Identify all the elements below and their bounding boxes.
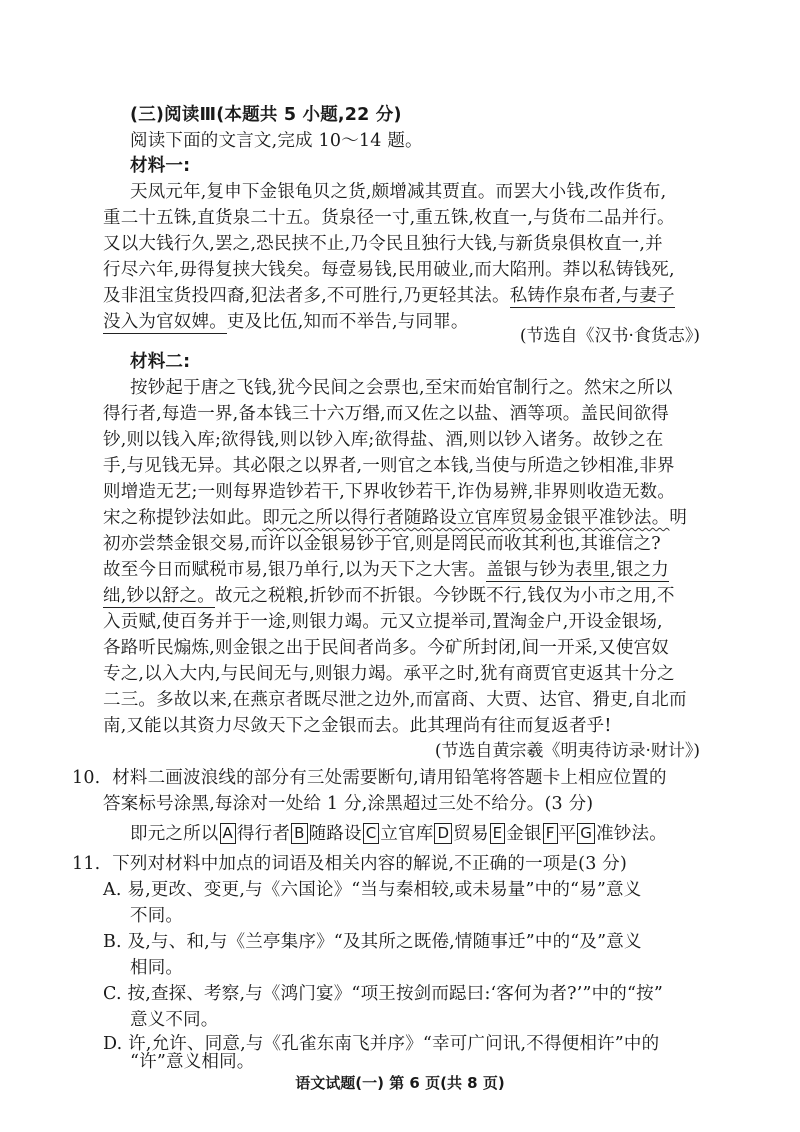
material-2-source: (节选自黄宗羲《明夷待访录·财计》) (434, 741, 700, 761)
break-option-e[interactable]: E (490, 823, 506, 844)
material-2-label: 材料二: (130, 352, 191, 372)
material-2-line: 南,又能以其资力尽敛天下之金银而去。此其理尚有往而复返者乎! (103, 716, 612, 736)
option-a-cont: 不同。 (130, 906, 184, 926)
sentence-part: 平 (558, 824, 577, 844)
sentence-part: 贸易 (453, 824, 489, 844)
sentence-part: 随路设 (308, 824, 362, 844)
material-2-line: 初亦尝禁金银交易,而许以金银易钞于官,则是罔民而收其利也,其谁信之? (103, 534, 661, 554)
material-2-line: 则增造无艺;一则每界造钞若干,下界收钞若干,诈伪易辨,非界则收造无数。 (103, 482, 676, 502)
break-option-b[interactable]: B (291, 823, 308, 844)
text-span: 及非沮宝货投四裔,犯法者多,不可胜行,乃更轻其法。 (103, 286, 510, 306)
material-2-line: 入贡赋,使百务并于一途,则银力竭。元又立提举司,置淘金户,开设金银场, (103, 612, 663, 632)
material-2-line: 各路听民煽炼,则金银之出于民间者尚多。今矿所封闭,间一开采,又使宫奴 (103, 638, 669, 658)
option-a[interactable]: A. 易,更改、变更,与《六国论》“当与秦相较,或未易量”中的“易”意义 (103, 880, 642, 900)
question-text: 下列对材料中加点的词语及相关内容的解说,不正确的一项是(3 分) (112, 854, 628, 874)
material-1-line: 行尽六年,毋得复挟大钱矣。每壹易钱,民用破业,而大陷刑。莽以私铸钱死, (103, 260, 675, 280)
option-b[interactable]: B. 及,与、和,与《兰亭集序》“及其所之既倦,情随事迁”中的“及”意义 (103, 932, 642, 952)
material-2-line: 钞,则以钱入库;欲得钱,则以钞入库;欲得盐、酒,则以钞入诸务。故钞之在 (103, 430, 664, 450)
question-11-stem (72, 852, 627, 876)
material-2-line: 按钞起于唐之飞钱,犹今民间之会票也,至宋而始官制行之。然宋之所以 (130, 378, 673, 398)
question-10-stem-cont: 答案标号涂黑,每涂对一处给 1 分,涂黑超过三处不给分。(3 分) (103, 794, 594, 814)
underlined-sentence: 盖银与钞为表里,银之力 (486, 560, 669, 580)
question-10-stem (72, 766, 667, 790)
option-d-cont: “许”意义相同。 (130, 1052, 255, 1072)
material-1-line (103, 310, 469, 334)
material-2-line (103, 506, 687, 530)
underlined-sentence: 绌,钞以舒之。 (103, 586, 215, 606)
question-number: 10. (72, 768, 101, 788)
text-span: 故至今日而赋税市易,银乃单行,以为天下之大害。 (103, 560, 487, 580)
page-footer: 语文试题(一) 第 6 页(共 8 页) (295, 1074, 505, 1092)
material-2-line: 二三。多故以来,在燕京者既尽泄之边外,而富商、大贾、达官、猾吏,自北而 (103, 690, 687, 710)
sentence-part: 金银 (506, 824, 542, 844)
sentence-part: 准钞法。 (596, 824, 667, 844)
question-10-sentence (130, 822, 667, 846)
material-1-source: (节选自《汉书·食货志》) (519, 326, 700, 346)
material-1-line: 又以大钱行久,罢之,恐民挟不止,乃令民且独行大钱,与新货泉俱枚直一,并 (103, 234, 663, 254)
material-2-line: 专之,以入大内,与民间无与,则银力竭。承平之时,犹有商贾官吏返其十分之 (103, 664, 675, 684)
material-2-line (103, 558, 669, 582)
text-span: 吏及比伍,知而不举告,与同罪。 (226, 312, 469, 332)
section-title: (三)阅读Ⅲ(本题共 5 小题,22 分) (130, 105, 402, 125)
material-2-line: 手,与见钱无异。其必限之以界者,一则官之本钱,当使与所造之钞相准,非界 (103, 456, 675, 476)
material-2-line (103, 584, 675, 608)
sentence-part: 即元之所以 (130, 824, 219, 844)
break-option-d[interactable]: D (434, 823, 452, 844)
reading-instruction: 阅读下面的文言文,完成 10～14 题。 (130, 131, 423, 151)
question-text: 材料二画波浪线的部分有三处需要断句,请用铅笔将答题卡上相应位置的 (112, 768, 667, 788)
break-option-a[interactable]: A (220, 823, 236, 844)
break-option-f[interactable]: F (543, 823, 558, 844)
option-b-cont: 相同。 (130, 958, 184, 978)
option-c[interactable]: C. 按,查探、考察,与《鸿门宴》“项王按剑而跽曰:‘客何为者?’”中的“按” (103, 984, 664, 1004)
option-d[interactable]: D. 许,允许、同意,与《孔雀东南飞并序》“幸可广问讯,不得便相许”中的 (103, 1034, 660, 1054)
text-span: 故元之税粮,折钞而不折银。今钞既不行,钱仅为小市之用,不 (214, 586, 675, 606)
underlined-sentence: 私铸作泉布者,与妻子 (509, 286, 675, 306)
question-number: 11. (72, 854, 101, 874)
break-option-c[interactable]: C (363, 823, 380, 844)
break-option-g[interactable]: G (577, 823, 595, 844)
material-1-line: 天凤元年,复申下金银龟贝之货,颇增减其贾直。而罢大小钱,改作货布, (130, 182, 667, 202)
sentence-part: 得行者 (236, 824, 291, 844)
underlined-sentence: 没入为官奴婢。 (103, 312, 227, 332)
text-span: 宋之称提钞法如此。 (103, 508, 263, 528)
sentence-part: 立官库 (380, 824, 434, 844)
material-1-label: 材料一: (130, 156, 191, 176)
material-1-line: 重二十五铢,直货泉二十五。货泉径一寸,重五铢,枚直一,与货布二品并行。 (103, 208, 675, 228)
wavy-underlined-sentence: 即元之所以得行者随路设立官库贸易金银平准钞法。 (262, 508, 670, 528)
text-span: 明 (669, 508, 688, 528)
material-2-line: 得行者,每造一界,备本钱三十六万缗,而又佐之以盐、酒等项。盖民间欲得 (103, 404, 669, 424)
option-c-cont: 意义不同。 (130, 1010, 219, 1030)
material-1-line (103, 284, 675, 308)
